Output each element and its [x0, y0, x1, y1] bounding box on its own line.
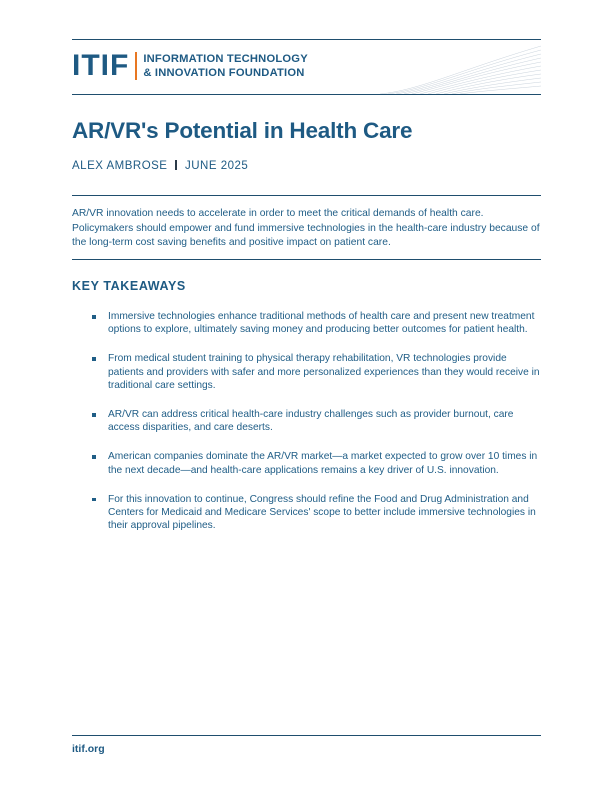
- takeaway-text: American companies dominate the AR/VR market—a market expected to grow over 10 times in the next decade—and health-care applications remains a key driver of U.S. innovation.: [108, 451, 538, 476]
- bullet-icon: [92, 498, 96, 502]
- header-rule: [72, 94, 541, 95]
- summary-bottom-rule: [72, 259, 541, 260]
- bullet-icon: [92, 357, 96, 361]
- logo-mark: ITIF: [72, 49, 130, 82]
- takeaway-text: For this innovation to continue, Congress should refine the Food and Drug Administration and Centers for Medicaid and Medicare Services' scope to better include immersive technologies in their approval pipelines.: [108, 493, 536, 532]
- logo-separator: [135, 52, 137, 80]
- takeaway-text: From medical student training to physical therapy rehabilitation, VR technologies provide patients and providers with safer and more personalized experiences than they would receive in traditional care settings.: [108, 353, 540, 392]
- takeaway-item: [92, 310, 542, 337]
- byline: [72, 160, 248, 172]
- footer-rule: [72, 735, 541, 736]
- takeaway-item: [92, 352, 542, 392]
- bullet-icon: [92, 413, 96, 417]
- footer-url-link[interactable]: itif.org: [72, 743, 105, 755]
- author-name: ALEX AMBROSE: [72, 160, 168, 172]
- summary-top-rule: [72, 195, 541, 196]
- takeaway-text: Immersive technologies enhance traditional methods of health care and present new treatment options to explore, ultimately saving money and producing better outcomes for patient health.: [108, 311, 535, 336]
- takeaway-text: AR/VR can address critical health-care industry challenges such as provider burnout, care access disparities, and care deserts.: [108, 409, 514, 434]
- takeaway-item: [92, 450, 542, 477]
- takeaway-item: [92, 408, 542, 435]
- logo-line-2: & INNOVATION FOUNDATION: [143, 67, 305, 79]
- report-title: AR/VR's Potential in Health Care: [72, 118, 413, 143]
- logo-wordmark: [143, 52, 308, 80]
- takeaway-item: [92, 493, 542, 533]
- summary-text: AR/VR innovation needs to accelerate in order to meet the critical demands of health care. Policymakers should empower and fund immersive technologies in the health-care industry because of the long-term cost saving benefits and positive impact on patient care.: [72, 208, 540, 249]
- publication-date: JUNE 2025: [184, 160, 249, 172]
- itif-logo: [72, 51, 308, 81]
- key-takeaways-list: [92, 310, 542, 548]
- wave-lines-decoration: [380, 40, 541, 94]
- logo-line-1: INFORMATION TECHNOLOGY: [143, 53, 308, 65]
- bullet-icon: [92, 455, 96, 459]
- bullet-icon: [92, 315, 96, 319]
- byline-separator: [175, 160, 177, 170]
- key-takeaways-heading: KEY TAKEAWAYS: [72, 279, 186, 293]
